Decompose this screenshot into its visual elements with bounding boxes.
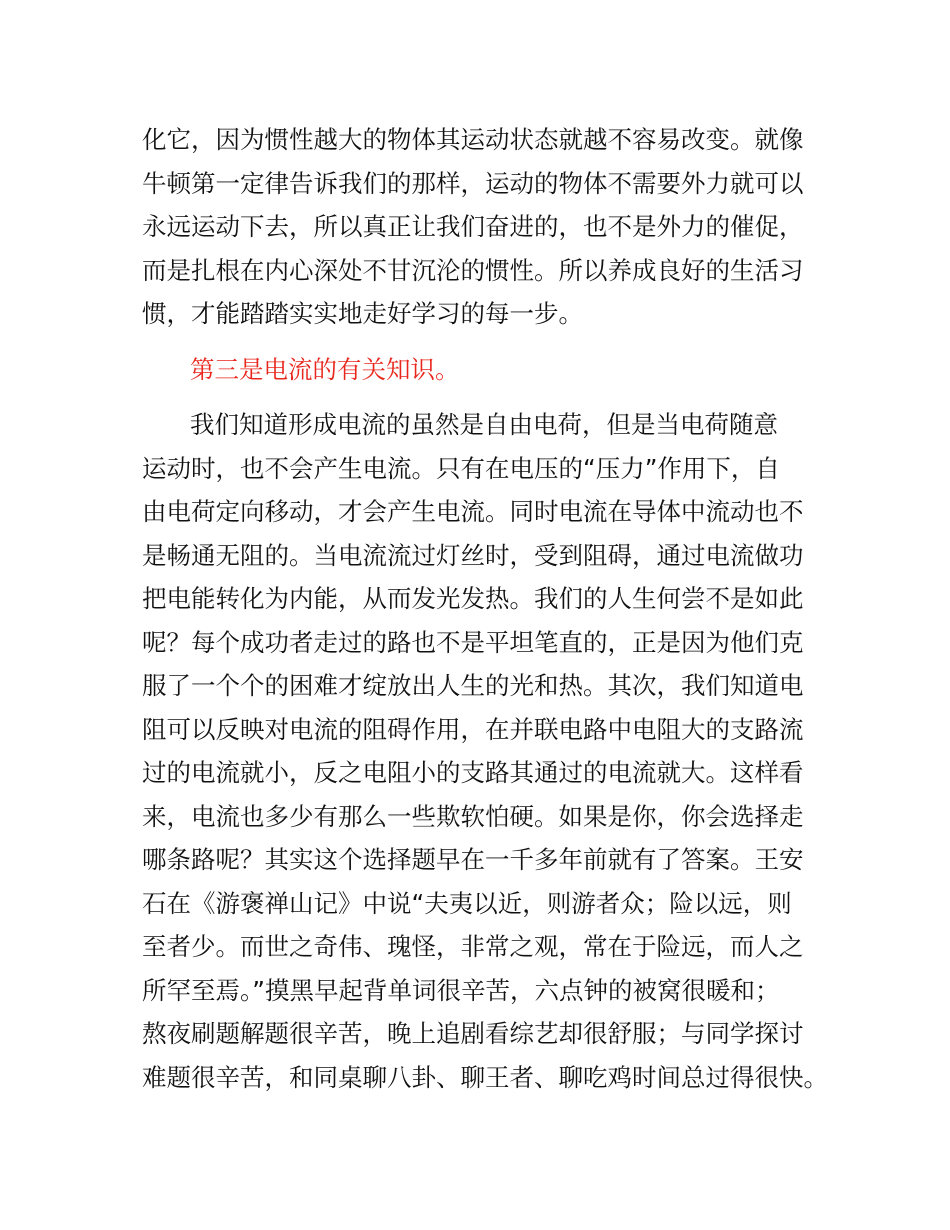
paragraph-continuation [142, 118, 832, 336]
text-line: 阻可以反映对电流的阻碍作用，在并联电路中电阻大的支路流 [142, 714, 804, 744]
text-line: 我们知道形成电流的虽然是自由电荷，但是当电荷随意 [190, 410, 778, 439]
text-line: 哪条路呢？其实这个选择题早在一千多年前就有了答案。王安 [142, 845, 804, 874]
document-page [142, 118, 832, 1099]
text-line: 难题很辛苦，和同桌聊八卦、聊王者、聊吃鸡时间总过得很快。 [142, 1062, 828, 1092]
text-line: 牛顿第一定律告诉我们的那样，运动的物体不需要外力就可以 [142, 168, 804, 198]
text-line: 所罕至焉。”摸黑早起背单词很辛苦，六点钟的被窝很暖和； [142, 975, 780, 1005]
text-line: 过的电流就小，反之电阻小的支路其通过的电流就大。这样看 [142, 758, 804, 787]
text-line: 呢？每个成功者走过的路也不是平坦笔直的，正是因为他们克 [142, 627, 804, 657]
text-line: 熬夜刷题解题很辛苦，晚上追剧看综艺却很舒服；与同学探讨 [142, 1019, 804, 1048]
text-line: 而是扎根在内心深处不甘沉沦的惯性。所以养成良好的生活习 [142, 255, 804, 285]
text-line: 是畅通无阻的。当电流流过灯丝时，受到阻碍，通过电流做功 [142, 540, 804, 570]
text-line: 运动时，也不会产生电流。只有在电压的“压力”作用下，自 [142, 453, 780, 483]
text-line: 石在《游褒禅山记》中说“夫夷以近，则游者众；险以远，则 [142, 888, 792, 918]
text-line: 把电能转化为内能，从而发光发热。我们的人生何尝不是如此 [142, 584, 804, 613]
text-line: 惯，才能踏踏实实地走好学习的每一步。 [142, 299, 583, 328]
text-line: 永远运动下去，所以真正让我们奋进的，也不是外力的催促， [142, 212, 804, 241]
text-line: 来，电流也多少有那么一些欺软怕硬。如果是你，你会选择走 [142, 801, 804, 831]
paragraph-electric-current [142, 403, 832, 1099]
text-line: 至者少。而世之奇伟、瑰怪，非常之观，常在于险远，而人之 [142, 932, 804, 961]
section-heading: 第三是电流的有关知识。 [190, 354, 460, 384]
text-line: 化它，因为惯性越大的物体其运动状态就越不容易改变。就像 [142, 125, 804, 154]
text-line: 由电荷定向移动，才会产生电流。同时电流在导体中流动也不 [142, 497, 804, 526]
text-line: 服了一个个的困难才绽放出人生的光和热。其次，我们知道电 [142, 671, 804, 700]
